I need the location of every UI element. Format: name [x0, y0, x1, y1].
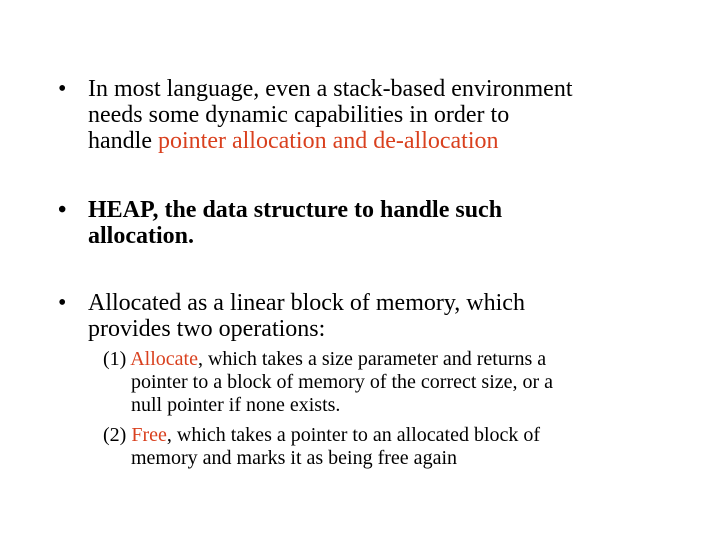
bullet-line: Allocated as a linear block of memory, which: [88, 290, 525, 316]
operation-description: , which takes a size parameter and returns a: [197, 348, 547, 370]
bullet-line: needs some dynamic capabilities in order to: [88, 102, 510, 128]
bullet-heap: [58, 197, 678, 249]
bullet-dynamic-capabilities: [58, 76, 678, 154]
bullet-dot: •: [58, 290, 67, 316]
operation-continuation: memory and marks it as being free again: [131, 447, 457, 469]
highlight-pointer-allocation: pointer allocation and de-allocation: [157, 128, 499, 154]
bullet-linear-block: [58, 290, 678, 342]
operation-free: [103, 424, 663, 470]
bullet-line: HEAP, the data structure to handle such: [88, 197, 503, 223]
bullet-line: In most language, even a stack-based environment: [88, 76, 573, 102]
operation-description: , which takes a pointer to an allocated block of: [166, 424, 541, 446]
bullet-line: handle: [88, 128, 158, 154]
bullet-dot: •: [58, 76, 67, 102]
operation-name-free: Free: [131, 424, 167, 446]
operation-first-line: [103, 424, 663, 447]
bullet-text: [88, 290, 678, 342]
bullet-dot: •: [58, 197, 67, 223]
operation-number: (2): [103, 424, 132, 446]
bullet-text: [88, 197, 678, 249]
operation-continuation: pointer to a block of memory of the correct size, or a: [131, 371, 554, 393]
operation-number: (1): [103, 348, 131, 370]
operation-continuation: null pointer if none exists.: [131, 394, 341, 416]
bullet-line: allocation.: [88, 223, 194, 249]
bullet-line: provides two operations:: [88, 316, 326, 342]
operation-allocate: [103, 348, 663, 417]
bullet-text: [88, 76, 678, 154]
operation-first-line: [103, 348, 663, 371]
operation-name-allocate: Allocate: [130, 348, 198, 370]
